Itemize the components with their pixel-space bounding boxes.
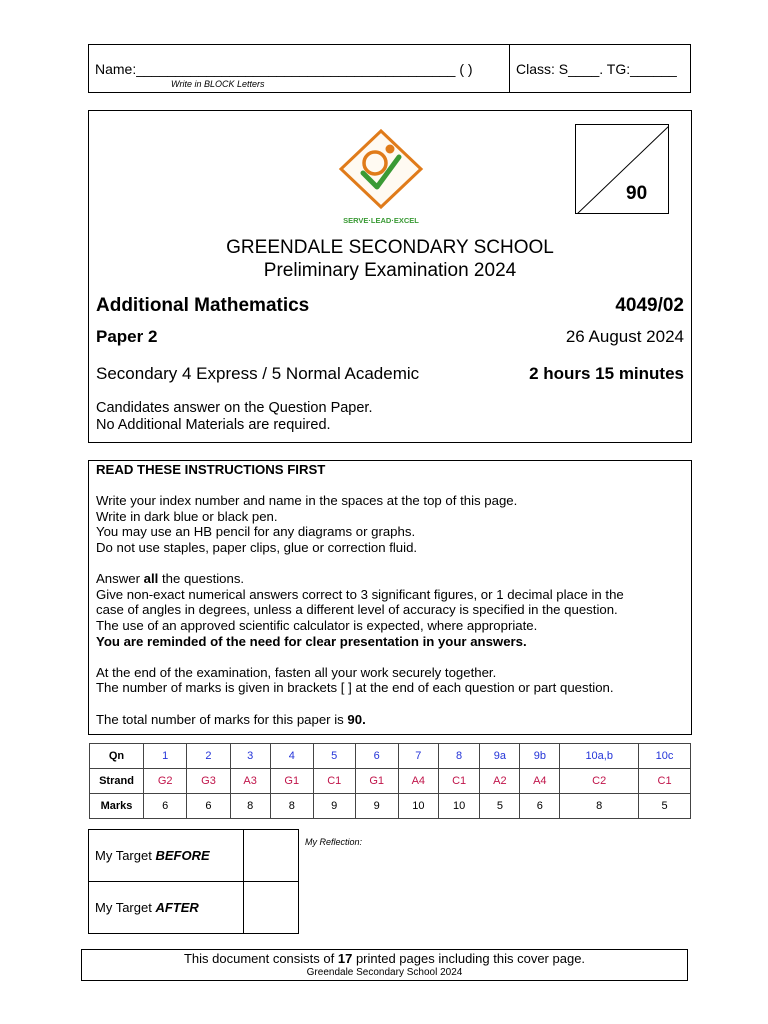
- qn-row: [90, 744, 691, 769]
- instructions-box: [88, 460, 692, 735]
- strand-cell: A4: [520, 769, 560, 794]
- footer-box: [81, 949, 688, 981]
- marks-cell: 10: [398, 794, 438, 819]
- logo-motto: SERVE·LEAD·EXCEL: [343, 216, 419, 225]
- instruction-line: The number of marks is given in brackets [ ] at the end of each question or part question.: [96, 680, 614, 696]
- name-field[interactable]: [95, 61, 473, 77]
- subject-title: Additional Mathematics: [96, 295, 310, 316]
- strand-cell: A2: [480, 769, 520, 794]
- header-divider: [509, 45, 510, 92]
- strand-cell: G3: [187, 769, 230, 794]
- marks-cell: 9: [355, 794, 398, 819]
- instruction-line: You may use an HB pencil for any diagrams or graphs.: [96, 524, 416, 540]
- qn-cell: 8: [438, 744, 480, 769]
- candidate-note-1: Candidates answer on the Question Paper.: [96, 400, 373, 416]
- qn-cell: 5: [313, 744, 355, 769]
- marks-cell: 8: [270, 794, 313, 819]
- paper-number: Paper 2: [96, 327, 158, 346]
- instruction-line: The use of an approved scientific calculator is expected, where appropriate.: [96, 617, 538, 633]
- target-after-row: [89, 882, 299, 934]
- school-logo: [335, 127, 431, 227]
- row-label: Strand: [90, 769, 144, 794]
- score-box[interactable]: [575, 124, 669, 214]
- strand-cell: G1: [355, 769, 398, 794]
- student-info-box: [88, 44, 691, 93]
- marks-cell: 5: [480, 794, 520, 819]
- target-after-input[interactable]: [244, 882, 299, 934]
- target-table: [88, 829, 299, 934]
- instruction-line: Write in dark blue or black pen.: [96, 508, 278, 524]
- qn-cell: 7: [398, 744, 438, 769]
- instruction-line: Write your index number and name in the spaces at the top of this page.: [96, 493, 518, 509]
- strand-cell: G2: [144, 769, 187, 794]
- name-label: Name:: [95, 61, 137, 77]
- footer-copyright: Greendale Secondary School 2024: [306, 967, 463, 978]
- target-before-row: [89, 830, 299, 882]
- reflection-label: My Reflection:: [305, 837, 363, 847]
- strand-cell: C1: [313, 769, 355, 794]
- strand-cell: C1: [639, 769, 691, 794]
- qn-cell: 10c: [639, 744, 691, 769]
- logo-dot: [386, 145, 395, 154]
- page-count-line: This document consists of 17 printed pages including this cover page.: [183, 951, 586, 966]
- qn-cell: 3: [230, 744, 270, 769]
- row-label: Marks: [90, 794, 144, 819]
- qn-cell: 9b: [520, 744, 560, 769]
- qn-cell: 6: [355, 744, 398, 769]
- marks-table: [89, 743, 691, 819]
- title-box: [88, 110, 692, 443]
- instruction-line: At the end of the examination, fasten all your work securely together.: [96, 664, 497, 680]
- qn-cell: 10a,b: [560, 744, 639, 769]
- total-marks: 90: [626, 183, 648, 204]
- marks-cell: 6: [144, 794, 187, 819]
- target-before-label: My Target BEFORE: [89, 830, 244, 882]
- strand-cell: C1: [438, 769, 480, 794]
- candidate-notes: [96, 400, 372, 434]
- qn-cell: 1: [144, 744, 187, 769]
- qn-cell: 2: [187, 744, 230, 769]
- logo-diamond: [341, 131, 421, 207]
- qn-cell: 4: [270, 744, 313, 769]
- marks-cell: 8: [230, 794, 270, 819]
- answer-all-line: Answer all the questions.: [96, 571, 245, 587]
- marks-cell: 8: [560, 794, 639, 819]
- presentation-reminder: You are reminded of the need for clear presentation in your answers.: [96, 633, 527, 649]
- candidate-note-2: No Additional Materials are required.: [96, 417, 331, 433]
- subject-code: 4049/02: [615, 295, 684, 316]
- marks-cell: 6: [520, 794, 560, 819]
- class-field[interactable]: Class: S____. TG:______: [516, 61, 677, 77]
- instruction-line: Do not use staples, paper clips, glue or correction fluid.: [96, 539, 418, 555]
- row-label: Qn: [90, 744, 144, 769]
- target-before-input[interactable]: [244, 830, 299, 882]
- name-blank[interactable]: _________________________________________ ( ): [136, 61, 473, 77]
- block-letters-note: Write in BLOCK Letters: [171, 79, 265, 89]
- qn-cell: 9a: [480, 744, 520, 769]
- marks-cell: 6: [187, 794, 230, 819]
- exam-name: Preliminary Examination 2024: [263, 260, 517, 281]
- marks-cell: 5: [639, 794, 691, 819]
- exam-level: Secondary 4 Express / 5 Normal Academic: [96, 364, 420, 383]
- strand-row: [90, 769, 691, 794]
- exam-date: 26 August 2024: [565, 327, 684, 346]
- strand-cell: A4: [398, 769, 438, 794]
- instruction-line: case of angles in degrees, unless a different level of accuracy is specified in the question.: [96, 602, 618, 618]
- strand-cell: A3: [230, 769, 270, 794]
- strand-cell: G1: [270, 769, 313, 794]
- score-diagonal: [576, 125, 669, 214]
- exam-duration: 2 hours 15 minutes: [529, 364, 684, 383]
- total-marks-line: The total number of marks for this paper is 90.: [96, 711, 366, 727]
- target-after-label: My Target AFTER: [89, 882, 244, 934]
- marks-row: [90, 794, 691, 819]
- strand-cell: C2: [560, 769, 639, 794]
- instructions-heading: READ THESE INSTRUCTIONS FIRST: [96, 462, 326, 477]
- marks-cell: 10: [438, 794, 480, 819]
- marks-cell: 9: [313, 794, 355, 819]
- school-name: GREENDALE SECONDARY SCHOOL: [226, 237, 554, 258]
- instruction-line: Give non-exact numerical answers correct to 3 significant figures, or 1 decimal place in the: [96, 586, 624, 602]
